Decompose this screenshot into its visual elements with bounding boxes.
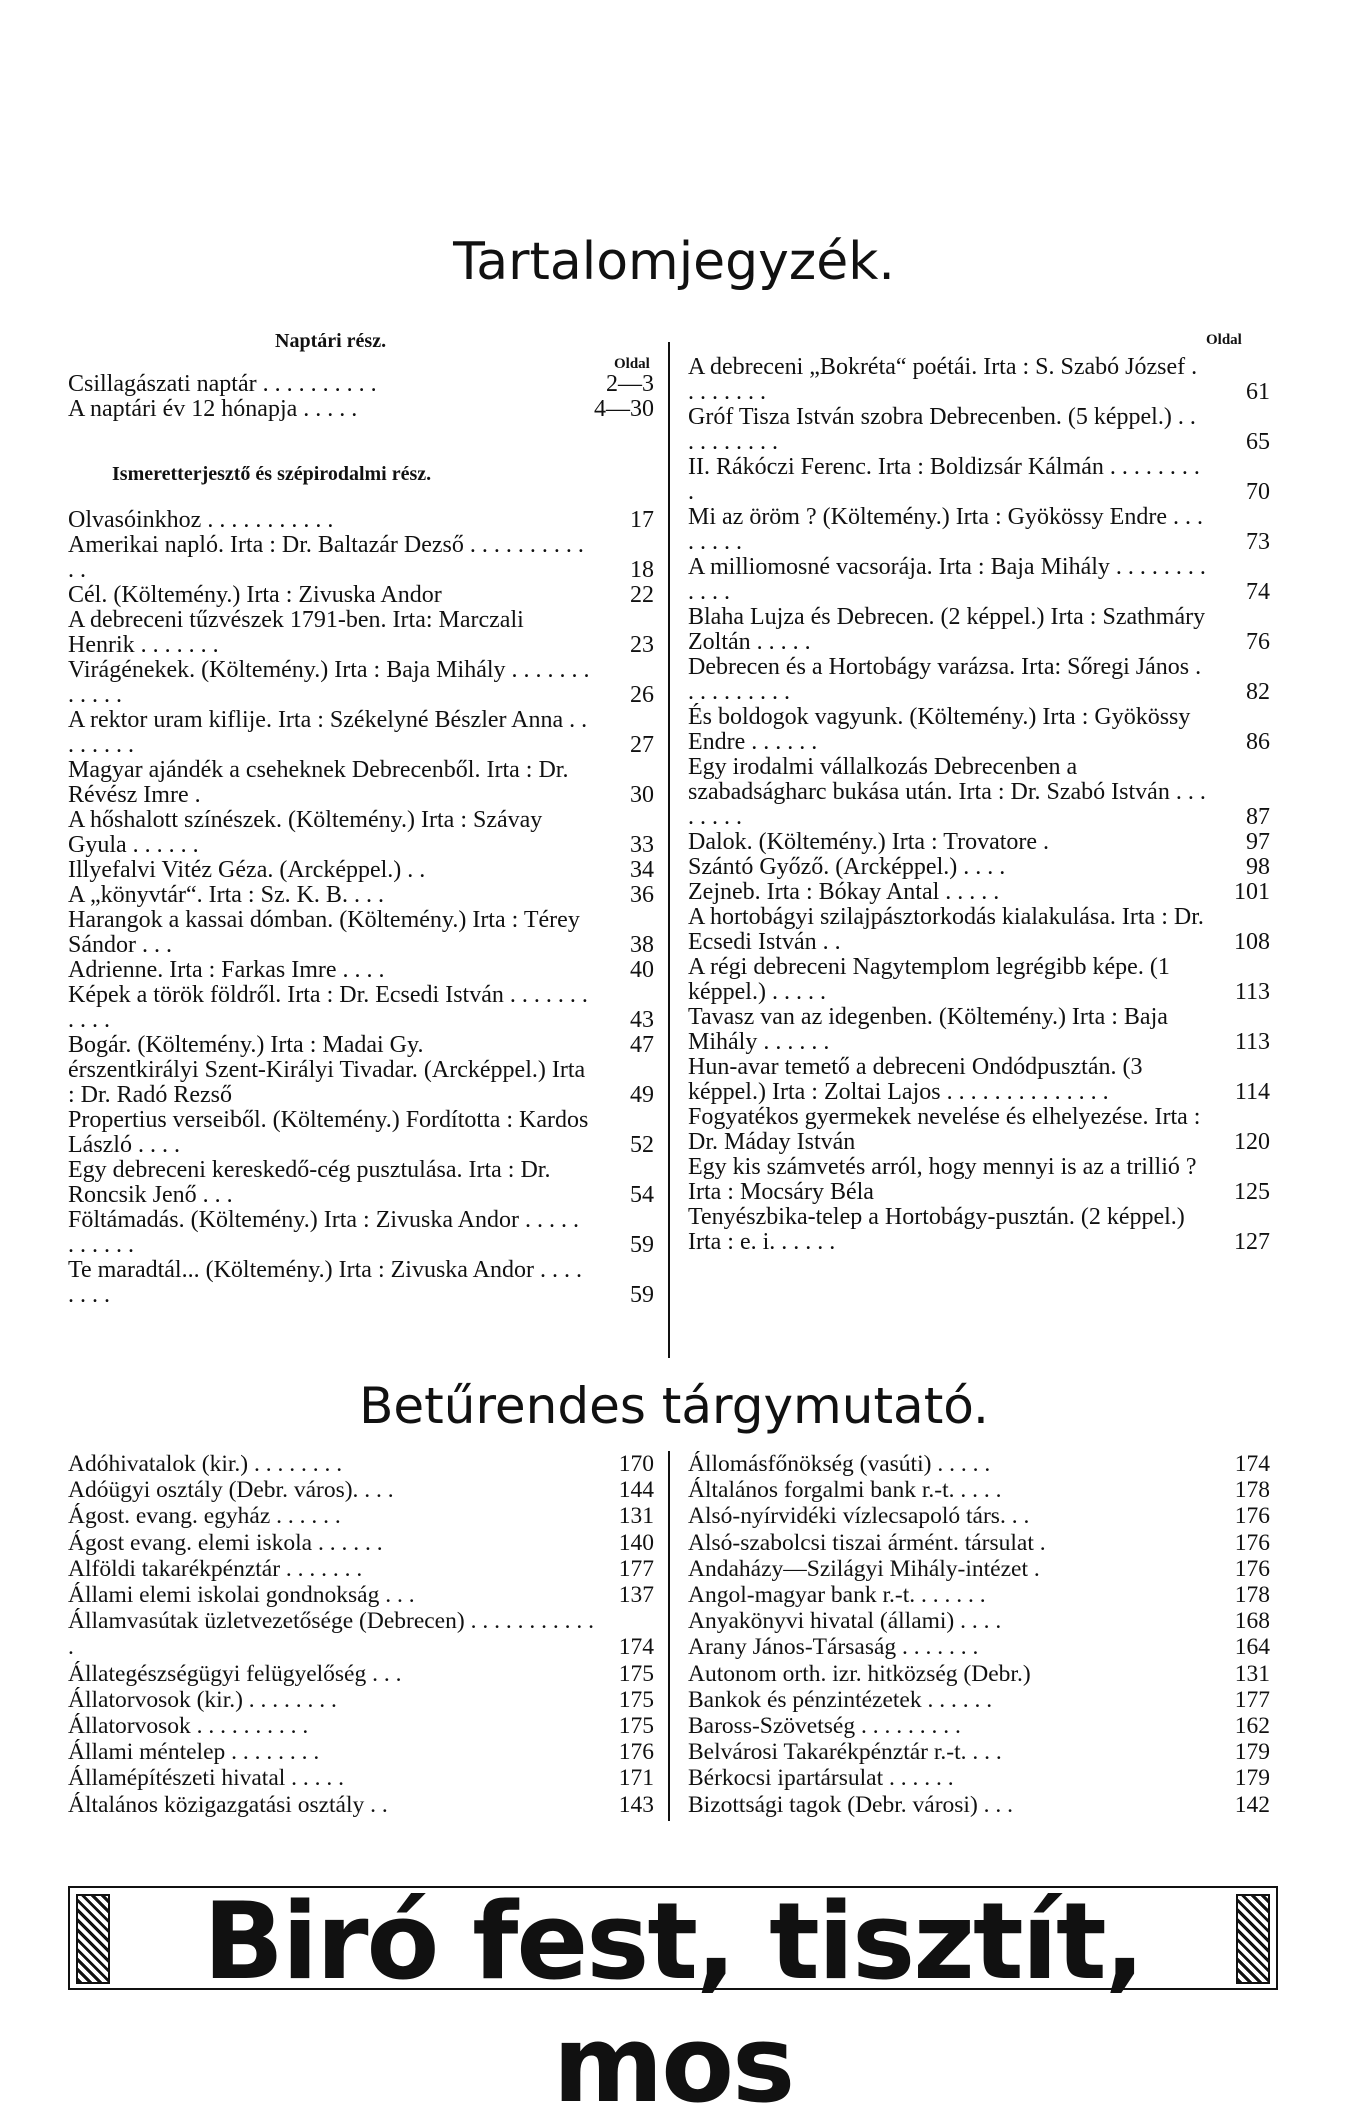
index-entry <box>688 1713 1270 1739</box>
index-column-divider <box>668 1451 670 1821</box>
toc-entry-page: 4—30 <box>594 396 654 422</box>
index-entry-page: 137 <box>618 1582 654 1609</box>
toc-entry-page: 65 <box>1246 429 1270 455</box>
index-entry-text: Ágost evang. elemi iskola . . . . . . <box>68 1529 383 1556</box>
toc-entry-page: 34 <box>630 857 654 883</box>
toc-entry <box>68 1158 654 1208</box>
toc-entry-page: 86 <box>1246 729 1270 755</box>
toc-entry <box>688 705 1270 755</box>
index-entry-text: Államvasútak üzletvezetősége (Debrecen) . . . . . . . . . . . . <box>68 1608 594 1661</box>
toc-entry-page: 30 <box>630 782 654 808</box>
toc-entry <box>68 1058 654 1108</box>
toc-entry-text: Propertius verseiből. (Költemény.) Fordította : Kardos László . . . . <box>68 1107 589 1158</box>
index-entry-text: Ágost. evang. egyház . . . . . . <box>68 1503 341 1530</box>
ornament-right-icon <box>1236 1894 1270 1984</box>
index-entry-page: 174 <box>1234 1451 1270 1477</box>
index-entry <box>688 1451 1270 1477</box>
page-title: Tartalomjegyzék. <box>453 232 895 292</box>
index-entry-page: 131 <box>618 1503 654 1530</box>
index-entry <box>68 1556 654 1582</box>
toc-entry-page: 52 <box>630 1132 654 1158</box>
toc-entry <box>68 858 654 883</box>
column-divider <box>668 342 670 1358</box>
toc-entry-text: A naptári év 12 hónapja . . . . . <box>68 396 358 422</box>
index-entry-page: 178 <box>1234 1582 1270 1609</box>
toc-entry <box>68 608 654 658</box>
index-entry-text: Belvárosi Takarékpénztár r.-t. . . . <box>688 1739 1002 1766</box>
toc-entry <box>688 505 1270 555</box>
toc-entry <box>68 958 654 983</box>
index-entry-text: Állomásfőnökség (vasúti) . . . . . <box>688 1451 991 1477</box>
toc-entry-text: Debrecen és a Hortobágy varázsa. Irta: Sőregi János . . . . . . . . . . <box>688 654 1202 705</box>
toc-entry-text: A debreceni tűzvészek 1791-ben. Irta: Marczali Henrik . . . . . . . <box>68 607 524 658</box>
index-entry-text: Általános forgalmi bank r.-t. . . . . <box>688 1477 1002 1504</box>
index-entry-text: Alsó-nyírvidéki vízlecsapoló társ. . . <box>688 1503 1030 1530</box>
toc-entry <box>688 830 1270 855</box>
index-entry <box>68 1530 654 1556</box>
toc-entry-text: A debreceni „Bokréta“ poétái. Irta : S. Szabó József . . . . . . . . <box>688 354 1198 405</box>
toc-entry <box>68 883 654 908</box>
toc-entry <box>688 1205 1270 1255</box>
toc-entry-text: És boldogok vagyunk. (Költemény.) Irta : Gyökössy Endre . . . . . . <box>688 704 1191 755</box>
ornament-left-icon <box>76 1894 110 1984</box>
toc-entry-page: 114 <box>1234 1079 1270 1105</box>
toc-entry-text: Illyefalvi Vitéz Géza. (Arcképpel.) . . <box>68 857 426 883</box>
toc-entry-page: 101 <box>1234 879 1270 905</box>
toc-entry <box>688 555 1270 605</box>
toc-entry-page: 59 <box>630 1232 654 1258</box>
toc-entry-text: Csillagászati naptár . . . . . . . . . . <box>68 371 377 397</box>
index-entry-page: 176 <box>618 1739 654 1766</box>
toc-entry-page: 127 <box>1234 1229 1270 1255</box>
toc-entry-text: A hőshalott színészek. (Költemény.) Irta : Szávay Gyula . . . . . . <box>68 807 543 858</box>
toc-entry <box>68 583 654 608</box>
index-entry-text: Állatorvosok . . . . . . . . . . <box>68 1713 309 1740</box>
index-entry <box>688 1582 1270 1608</box>
index-entry-page: 179 <box>1234 1765 1270 1792</box>
toc-entry-text: Dalok. (Költemény.) Irta : Trovatore . <box>688 829 1050 855</box>
toc-entry <box>68 372 654 397</box>
index-entry <box>68 1582 654 1608</box>
toc-entry-page: 113 <box>1234 979 1270 1005</box>
index-entry <box>688 1556 1270 1582</box>
index-entry-page: 142 <box>1234 1791 1270 1818</box>
toc-entry-page: 97 <box>1246 829 1270 855</box>
toc-entry <box>68 508 654 533</box>
toc-entry-text: Egy kis számvetés arról, hogy mennyi is az a trillió ? Irta : Mocsáry Béla <box>688 1154 1197 1205</box>
toc-entry <box>68 808 654 858</box>
toc-entry-text: Cél. (Költemény.) Irta : Zivuska Andor <box>68 582 442 608</box>
toc-entry <box>68 758 654 808</box>
index-entry-page: 176 <box>1234 1529 1270 1556</box>
index-entry-page: 168 <box>1234 1608 1270 1635</box>
toc-entry <box>68 658 654 708</box>
index-entry-text: Angol-magyar bank r.-t. . . . . . . <box>688 1582 986 1609</box>
index-entry <box>68 1687 654 1713</box>
index-entry-text: Alsó-szabolcsi tiszai ármént. társulat . <box>688 1529 1046 1556</box>
index-entry-text: Állami elemi iskolai gondnokság . . . <box>68 1582 415 1609</box>
index-entry <box>688 1530 1270 1556</box>
toc-entry-page: 36 <box>630 882 654 908</box>
toc-entry <box>68 1033 654 1058</box>
index-entry-text: Bizottsági tagok (Debr. városi) . . . <box>688 1791 1014 1818</box>
toc-entry-text: Amerikai napló. Irta : Dr. Baltazár Dezső . . . . . . . . . . . . <box>68 532 584 583</box>
toc-entry-text: érszentkirályi Szent-Királyi Tivadar. (Arcképpel.) Irta : Dr. Radó Rezső <box>68 1057 586 1108</box>
index-entry-page: 176 <box>1234 1503 1270 1530</box>
toc-entry <box>68 1108 654 1158</box>
index-entry-text: Adóhivatalok (kir.) . . . . . . . . <box>68 1451 343 1477</box>
toc-entry-text: Tavasz van az idegenben. (Költemény.) Irta : Baja Mihály . . . . . . <box>688 1004 1168 1055</box>
index-entry <box>688 1661 1270 1687</box>
toc-entry-page: 23 <box>630 632 654 658</box>
index-entry-text: Államépítészeti hivatal . . . . . <box>68 1765 345 1792</box>
page-column-heading-right: Oldal <box>1206 332 1242 348</box>
index-entry <box>688 1792 1270 1818</box>
banner-text: Biró fest, tisztít, mos <box>203 1880 1143 2126</box>
toc-entry <box>688 655 1270 705</box>
index-entry-page: 170 <box>618 1451 654 1477</box>
index-entry-page: 178 <box>1234 1477 1270 1504</box>
toc-entry <box>688 1105 1270 1155</box>
toc-entry <box>688 1005 1270 1055</box>
toc-entry-page: 38 <box>630 932 654 958</box>
toc-entry-page: 73 <box>1246 529 1270 555</box>
toc-entry-text: A régi debreceni Nagytemplom legrégibb képe. (1 képpel.) . . . . . <box>688 954 1170 1005</box>
toc-entry-page: 74 <box>1246 579 1270 605</box>
toc-entry-page: 27 <box>630 732 654 758</box>
toc-entry-text: Mi az öröm ? (Költemény.) Irta : Gyökössy Endre . . . . . . . . <box>688 504 1203 555</box>
index-entry-page: 175 <box>618 1660 654 1687</box>
index-entry <box>68 1451 654 1477</box>
section-heading-literary: Ismeretterjesztő és szépirodalmi rész. <box>112 463 432 485</box>
toc-entry-text: Virágénekek. (Költemény.) Irta : Baja Mihály . . . . . . . . . . . . <box>68 657 590 708</box>
index-entry <box>688 1634 1270 1660</box>
index-entry-page: 143 <box>618 1791 654 1818</box>
toc-entry-text: A milliomosné vacsorája. Irta : Baja Mihály . . . . . . . . . . . . <box>688 554 1206 605</box>
index-entry-page: 177 <box>618 1555 654 1582</box>
index-entry-text: Adóügyi osztály (Debr. város). . . . <box>68 1477 394 1504</box>
toc-entry-page: 59 <box>630 1282 654 1308</box>
toc-left-calendar-list <box>68 372 654 422</box>
index-entry-text: Anyakönyvi hivatal (állami) . . . . <box>688 1608 1002 1635</box>
index-entry <box>688 1687 1270 1713</box>
toc-entry-text: Tenyészbika-telep a Hortobágy-pusztán. (2 képpel.) Irta : e. i. . . . . . <box>688 1204 1185 1255</box>
toc-entry-page: 125 <box>1234 1179 1270 1205</box>
toc-entry-text: Adrienne. Irta : Farkas Imre . . . . <box>68 957 385 983</box>
index-entry-page: 140 <box>618 1529 654 1556</box>
index-entry <box>688 1739 1270 1765</box>
toc-entry <box>68 1208 654 1258</box>
toc-entry <box>68 983 654 1033</box>
toc-entry-text: Fogyatékos gyermekek nevelése és elhelyezése. Irta : Dr. Máday István <box>688 1104 1201 1155</box>
index-entry <box>68 1503 654 1529</box>
toc-entry-text: Egy irodalmi vállalkozás Debrecenben a szabadságharc bukása után. Irta : Dr. Szabó István . . . . . . . . <box>688 754 1206 830</box>
index-entry-text: Andaházy—Szilágyi Mihály-intézet . <box>688 1555 1040 1582</box>
toc-entry <box>68 908 654 958</box>
index-entry-page: 175 <box>618 1686 654 1713</box>
index-entry <box>68 1608 654 1660</box>
index-entry-text: Állategészségügyi felügyelőség . . . <box>68 1660 402 1687</box>
index-entry <box>68 1661 654 1687</box>
toc-entry-text: A rektor uram kiflije. Irta : Székelyné Bészler Anna . . . . . . . . <box>68 707 588 758</box>
toc-entry-page: 61 <box>1246 379 1270 405</box>
index-entry <box>688 1477 1270 1503</box>
toc-entry-page: 54 <box>630 1182 654 1208</box>
page-column-heading-left: Oldal <box>614 356 650 372</box>
toc-entry-text: Bogár. (Költemény.) Irta : Madai Gy. <box>68 1032 424 1058</box>
index-entry-page: 177 <box>1234 1686 1270 1713</box>
index-entry-page: 179 <box>1234 1739 1270 1766</box>
index-entry <box>688 1765 1270 1791</box>
index-entry-page: 175 <box>618 1713 654 1740</box>
index-entry <box>68 1739 654 1765</box>
index-entry-text: Általános közigazgatási osztály . . <box>68 1791 388 1818</box>
toc-entry <box>688 955 1270 1005</box>
toc-entry-text: Hun-avar temető a debreceni Ondódpusztán. (3 képpel.) Irta : Zoltai Lajos . . . . . . . . . . . . . . <box>688 1054 1143 1105</box>
toc-entry <box>688 855 1270 880</box>
toc-entry <box>688 1055 1270 1105</box>
toc-entry-page: 22 <box>630 582 654 608</box>
toc-entry-page: 18 <box>630 557 654 583</box>
toc-entry-page: 47 <box>630 1032 654 1058</box>
section-heading-calendar: Naptári rész. <box>275 330 387 352</box>
toc-entry <box>68 533 654 583</box>
toc-entry <box>688 1155 1270 1205</box>
toc-entry-page: 33 <box>630 832 654 858</box>
toc-entry-page: 120 <box>1234 1129 1270 1155</box>
toc-entry-text: Föltámadás. (Költemény.) Irta : Zivuska Andor . . . . . . . . . . . <box>68 1207 580 1258</box>
index-entry-text: Bankok és pénzintézetek . . . . . . <box>688 1686 993 1713</box>
toc-entry-page: 82 <box>1246 679 1270 705</box>
toc-entry-text: Egy debreceni kereskedő-cég pusztulása. Irta : Dr. Roncsik Jenő . . . <box>68 1157 551 1208</box>
toc-entry <box>688 455 1270 505</box>
toc-entry-text: Képek a török földről. Irta : Dr. Ecsedi István . . . . . . . . . . . <box>68 982 588 1033</box>
toc-entry-page: 49 <box>630 1082 654 1108</box>
toc-entry <box>68 708 654 758</box>
toc-entry <box>68 1258 654 1308</box>
toc-left-literary-list <box>68 508 654 1308</box>
index-entry <box>68 1765 654 1791</box>
advertisement-banner <box>68 1880 1278 2126</box>
toc-entry <box>688 905 1270 955</box>
toc-entry-text: Harangok a kassai dómban. (Költemény.) Irta : Térey Sándor . . . <box>68 907 580 958</box>
index-entry-page: 176 <box>1234 1555 1270 1582</box>
toc-entry <box>688 355 1270 405</box>
toc-entry-page: 43 <box>630 1007 654 1033</box>
index-entry-page: 131 <box>1234 1660 1270 1687</box>
toc-entry-text: Blaha Lujza és Debrecen. (2 képpel.) Irta : Szathmáry Zoltán . . . . . <box>688 604 1206 655</box>
index-entry <box>688 1608 1270 1634</box>
toc-entry-page: 87 <box>1246 804 1270 830</box>
index-entry-page: 144 <box>618 1477 654 1504</box>
toc-entry <box>68 397 654 422</box>
toc-entry-page: 40 <box>630 957 654 983</box>
index-entry-page: 162 <box>1234 1713 1270 1740</box>
toc-entry-page: 26 <box>630 682 654 708</box>
index-entry-page: 174 <box>618 1634 654 1661</box>
toc-entry <box>688 605 1270 655</box>
toc-right-list <box>688 355 1270 1255</box>
index-entry-text: Baross-Szövetség . . . . . . . . . <box>688 1713 961 1740</box>
index-entry <box>68 1477 654 1503</box>
index-left-list <box>68 1451 654 1818</box>
toc-entry-page: 2—3 <box>606 371 654 397</box>
toc-entry-page: 17 <box>630 507 654 533</box>
toc-entry-text: Szántó Győző. (Arcképpel.) . . . . <box>688 854 1006 880</box>
toc-entry-page: 113 <box>1234 1029 1270 1055</box>
toc-entry <box>688 880 1270 905</box>
toc-entry-text: Gróf Tisza István szobra Debrecenben. (5 képpel.) . . . . . . . . . . <box>688 404 1196 455</box>
index-right-list <box>688 1451 1270 1818</box>
toc-entry-text: A hortobágyi szilajpásztorkodás kialakulása. Irta : Dr. Ecsedi István . . <box>688 904 1204 955</box>
index-entry-text: Arany János-Társaság . . . . . . . <box>688 1634 979 1661</box>
toc-entry <box>688 755 1270 830</box>
index-entry-text: Bérkocsi ipartársulat . . . . . . <box>688 1765 954 1792</box>
index-entry-page: 164 <box>1234 1634 1270 1661</box>
index-entry <box>688 1503 1270 1529</box>
index-title: Betűrendes tárgymutató. <box>359 1377 989 1435</box>
index-entry <box>68 1792 654 1818</box>
toc-entry-text: Te maradtál... (Költemény.) Irta : Zivuska Andor . . . . . . . . <box>68 1257 582 1308</box>
index-entry <box>68 1713 654 1739</box>
index-entry-page: 171 <box>618 1765 654 1792</box>
toc-entry-page: 76 <box>1246 629 1270 655</box>
index-entry-text: Állami méntelep . . . . . . . . <box>68 1739 320 1766</box>
toc-entry-page: 70 <box>1246 479 1270 505</box>
index-entry-text: Alföldi takarékpénztár . . . . . . . <box>68 1555 363 1582</box>
toc-entry-page: 108 <box>1234 929 1270 955</box>
toc-entry-text: Olvasóinkhoz . . . . . . . . . . . <box>68 507 334 533</box>
index-entry-text: Állatorvosok (kir.) . . . . . . . . <box>68 1686 337 1713</box>
toc-entry-page: 98 <box>1246 854 1270 880</box>
toc-entry-text: Magyar ajándék a cseheknek Debrecenből. Irta : Dr. Révész Imre . <box>68 757 569 808</box>
toc-entry-text: Zejneb. Irta : Bókay Antal . . . . . <box>688 879 1000 905</box>
index-entry-text: Autonom orth. izr. hitközség (Debr.) <box>688 1660 1031 1687</box>
toc-entry <box>688 405 1270 455</box>
toc-entry-text: A „könyvtár“. Irta : Sz. K. B. . . . <box>68 882 384 908</box>
toc-entry-text: II. Rákóczi Ferenc. Irta : Boldizsár Kálmán . . . . . . . . . <box>688 454 1200 505</box>
